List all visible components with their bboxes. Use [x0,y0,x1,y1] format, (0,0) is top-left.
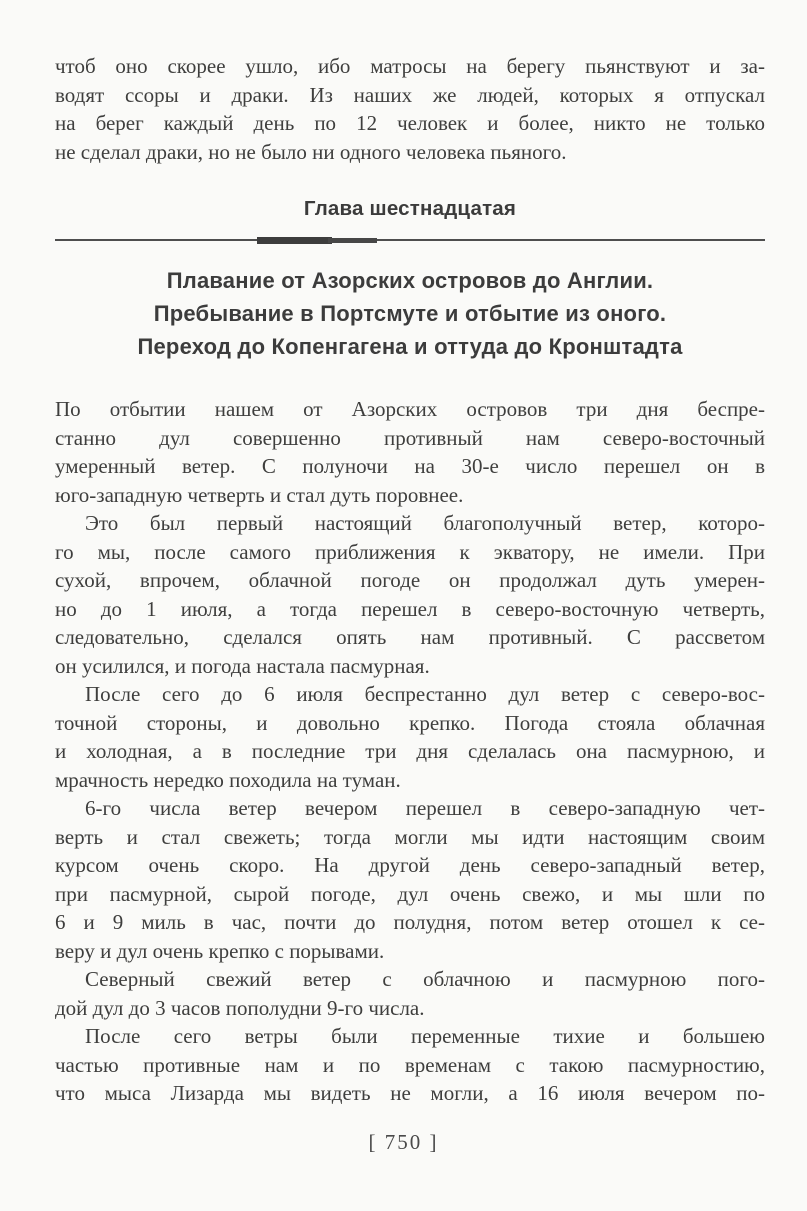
paragraph [55,52,765,166]
text-line: сухой, впрочем, облачной погоде он продолжал дуть умерен- [55,568,765,592]
text-line: чтоб оно скорее ушло, ибо матросы на берегу пьянствуют и за- [55,54,765,78]
text-line: дой дул до 3 часов пополудни 9-го числа. [55,995,425,1020]
text-line: станно дул совершенно противный нам северо-восточный [55,425,765,450]
text-line: и холодная, а в последние три дня сделалась она пасмурною, и [55,739,765,763]
title-line: Пребывание в Портсмуте и отбытие из оного. [153,301,667,326]
text-line: что мыса Лизарда мы видеть не могли, а 16 июля вечером по- [55,1081,765,1105]
text-line: точной стороны, и довольно крепко. Погода стояла облачная [55,710,765,735]
divider-thin-rule [55,239,765,241]
text-line: мрачность нередко походила на туман. [55,767,401,792]
text-line: при пасмурной, сырой погоде, дул очень свежо, и мы шли по [55,881,765,906]
text-line: на берег каждый день по 12 человек и более, никто не только [55,111,765,135]
body-text [55,395,765,1108]
text-line: но до 1 июля, а тогда перешел в северо-восточную четверть, [55,596,765,621]
text-line: умеренный ветер. С полуночи на 30-е число перешел он в [55,454,765,478]
paragraph [55,1022,765,1108]
paragraph [55,509,765,680]
text-line: верть и стал свежеть; тогда могли мы идти настоящим своим [55,824,765,849]
text-line: частью противные нам и по временам с такою пасмурностию, [55,1052,765,1077]
text-line: следовательно, сделался опять нам противный. С рассветом [55,625,765,649]
paragraph [55,794,765,965]
paragraph [55,680,765,794]
text-line: не сделал драки, но не было ни одного человека пьяного. [55,139,567,164]
paragraph [55,395,765,509]
text-line: По отбытии нашем от Азорских островов три дня беспре- [55,397,765,421]
text-line: водят ссоры и драки. Из наших же людей, которых я отпускал [55,82,765,107]
text-line: Это был первый настоящий благополучный ветер, которо- [85,511,765,535]
text-line: 6-го числа ветер вечером перешел в северо-западную чет- [85,796,765,820]
divider-thick-segment [257,237,332,244]
title-line: Плавание от Азорских островов до Англии. [166,268,654,293]
text-line: Северный свежий ветер с облачною и пасмурною пого- [85,967,765,991]
paragraph [55,965,765,1022]
continuation-paragraph [55,52,765,166]
text-line: курсом очень скоро. На другой день северо-западный ветер, [55,853,765,877]
text-line: После сего ветры были переменные тихие и большею [85,1024,765,1048]
section-divider [55,237,765,244]
page-number: [ 750 ] [368,1130,439,1154]
divider-mid-segment [328,238,376,243]
text-line: го мы, после самого приближения к экватору, не имели. При [55,539,765,564]
text-line: 6 и 9 миль в час, почти до полудня, потом ветер отошел к се- [55,910,765,934]
text-line: он усилился, и погода настала пасмурная. [55,653,430,678]
chapter-title [55,264,765,363]
text-line: веру и дул очень крепко с порывами. [55,938,385,963]
text-line: После сего до 6 июля беспрестанно дул ветер с северо-вос- [85,682,765,706]
chapter-heading: Глава шестнадцатая [303,197,517,220]
title-line: Переход до Копенгагена и оттуда до Кронштадта [137,334,683,359]
text-line: юго-западную четверть и стал дуть поровнее. [55,482,464,507]
